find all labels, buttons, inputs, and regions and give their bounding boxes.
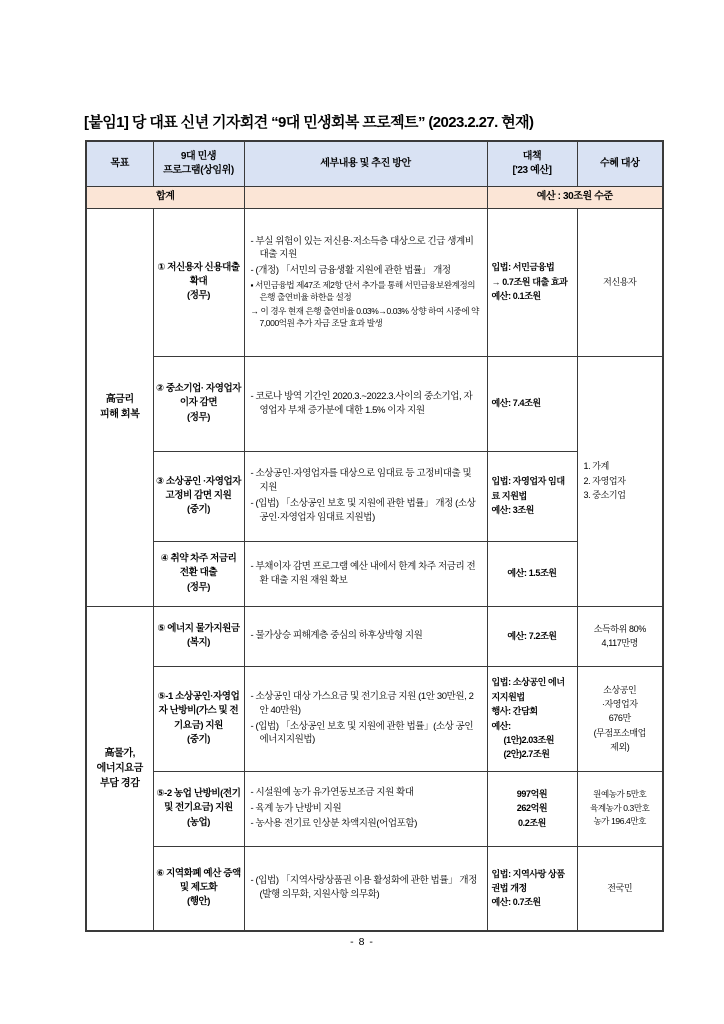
detail-line: - 소상공인 대상 가스요금 및 전기요금 지원 (1안 30만원, 2안 40만원) [250,690,474,716]
header-label: ['23 예산] [512,164,552,176]
header-label: 프로그램(상임위) [163,164,234,176]
total-row [86,186,663,208]
beneficiary-line: 3. 중소기업 [583,490,626,501]
program-cell [153,208,244,356]
measure-line: 예산: 0.1조원 [491,291,541,302]
measure-cell [487,771,577,846]
beneficiary-cell [577,771,663,846]
program-cell [153,846,244,931]
beneficiary-line: ·자영업자 [601,698,638,709]
total-empty-cell [244,186,487,208]
measure-line: 예산: 7.4조원 [491,398,541,409]
measure-line: 예산: 0.7조원 [491,897,541,908]
measure-line: 예산: 7.2조원 [507,630,557,641]
program-org: (농업) [186,816,211,828]
program-name: ② 중소기업· 자영업자 이자 감면 [155,383,242,409]
beneficiary-line: (무점포소매업 [593,727,646,738]
total-label-cell: 합계 [86,186,244,208]
measure-line: (2안)2.7조원 [503,749,550,760]
measure-line: 0.2조원 [518,817,546,828]
table-row [86,846,663,931]
detail-line: - 부채이자 감면 프로그램 예산 내에서 한계 차주 저금리 전환 대출 지원 재원 확보 [250,560,476,586]
table-row [86,451,663,541]
beneficiary-line: 전국민 [607,883,633,894]
measure-cell [487,541,577,606]
beneficiary-line: 원예농가 5만호 [593,789,647,800]
measure-line: 입법: 소상공인 에너지지원법 [491,677,565,702]
program-cell [153,771,244,846]
col-header-program [153,141,244,186]
goal-line: 피해 회복 [100,409,140,420]
table-row [86,606,663,666]
detail-line: - 시설원예 농가 유가연동보조금 지원 확대 [250,786,414,798]
details-cell [244,666,487,771]
program-name: ⑤-1 소상공인·자영업 자 난방비(가스 및 전기요금) 지원 [157,691,240,731]
measure-line: 예산: [491,720,511,731]
col-header-goal [86,141,153,186]
details-cell [244,208,487,356]
beneficiary-line: 소득하위 80% [593,623,646,634]
measure-line: 997억원 [516,788,548,799]
table-header-row [86,141,663,186]
program-name: ① 저신용자 신용대출 확대 [157,261,240,287]
measure-line: 예산: 1.5조원 [507,568,557,579]
program-name: ⑤ 에너지 물가지원금 [157,622,240,634]
measure-cell [487,451,577,541]
detail-line: → 이 경우 현재 은행 출연비율 0.03%→0.03% 상향 하여 시중에 약 7,000억원 추가 자금 조달 효과 발생 [250,305,479,328]
goal-line: 에너지요금 [96,762,143,774]
details-cell [244,846,487,931]
measure-line: 입법: 자영업자 임대료 지원법 [491,476,565,501]
details-cell [244,541,487,606]
program-org: (복지) [186,637,211,648]
table-row [86,666,663,771]
page-title: [붙임1] 당 대표 신년 기자회견 “9대 민생회복 프로젝트” (2023.2.27. 현재) [84,114,534,131]
policy-table [85,140,664,932]
detail-line: - 육계 농가 난방비 지원 [250,802,342,814]
details-cell [244,771,487,846]
header-label: 수혜 대상 [600,158,640,169]
table-row [86,356,663,451]
table-row [86,541,663,606]
measure-line: 예산: 3조원 [491,505,534,516]
table-row [86,771,663,846]
beneficiary-cell [577,208,663,356]
program-org: (중기) [186,733,211,745]
goal-line: 高금리 [105,394,134,405]
measure-cell [487,606,577,666]
program-org: (행안) [186,896,211,908]
beneficiary-cell [577,606,663,666]
header-label: 세부내용 및 추진 방안 [320,158,411,169]
beneficiary-line: 저신용자 [603,276,637,287]
measure-cell [487,208,577,356]
program-cell [153,356,244,451]
measure-line: 입법: 지역사랑 상품권법 개정 [491,868,565,894]
beneficiary-line: 2. 자영업자 [583,475,626,486]
page-number: - 8 - [350,936,374,948]
measure-line: (1안)2.03조원 [503,734,555,745]
detail-line: - 부실 위험이 있는 저신용·저소득층 대상으로 긴급 생계비 대출 지원 [250,235,474,261]
beneficiary-line: 4,117만명 [601,638,638,648]
program-cell [153,666,244,771]
beneficiary-line: 농가 196.4만호 [593,816,646,827]
goal-cell [86,208,153,606]
detail-line: - (입법) 「소상공인 보호 및 지원에 관한 법률」 개정 (소상공인·자영업자 임대료 지원법) [250,498,476,523]
program-org: (정무) [186,411,211,423]
measure-line: → 0.7조원 대출 효과 [491,276,568,287]
program-name: ⑤-2 농업 난방비(전기 및 전기요금) 지원 [156,788,241,814]
header-label: 대책 [522,151,542,163]
col-header-beneficiary [577,141,663,186]
goal-cell [86,606,153,931]
measure-line: 행사: 간담회 [491,706,538,717]
details-cell [244,606,487,666]
measure-line: 262억원 [516,803,548,814]
details-cell [244,451,487,541]
program-cell [153,606,244,666]
total-budget-cell: 예산 : 30조원 수준 [487,186,663,208]
col-header-details [244,141,487,186]
program-cell [153,451,244,541]
measure-cell [487,846,577,931]
program-org: (중기) [186,504,211,516]
col-header-measure [487,141,577,186]
detail-line: - 소상공인·자영업자를 대상으로 임대료 등 고정비대출 및 지원 [250,468,472,494]
program-org: (정무) [186,290,211,302]
beneficiary-line: 소상공인 [603,684,637,695]
beneficiary-cell [577,356,663,606]
header-label: 9대 민생 [180,151,217,163]
goal-line: 부담 경감 [100,777,140,789]
detail-line: - 물가상승 피해계층 중심의 하후상박형 지원 [250,630,423,642]
program-name: ④ 취약 차주 저금리 전환 대출 [160,553,237,579]
beneficiary-cell [577,666,663,771]
table-row [86,208,663,356]
detail-line: - (개정) 「서민의 금융생활 지원에 관한 법률」 개정 [250,265,451,277]
beneficiary-line: 제외) [610,742,630,753]
measure-line: 입법: 서민금융법 [491,262,555,273]
detail-line: - (입법) 「소상공인 보호 및 지원에 관한 법률」(소상 공인 에너지지원법) [250,720,474,746]
detail-line: ▪ 서민금융법 제47조 제2항 단서 추가를 통해 서민금융보완계정의 은행 출연비율 하한을 설정 [250,279,476,302]
beneficiary-cell [577,846,663,931]
beneficiary-line: 1. 가계 [583,461,609,472]
detail-line: - 코로나 방역 기간인 2020.3.~2022.3.사이의 중소기업, 자영업자 부채 증가분에 대한 1.5% 이자 지원 [250,390,473,416]
program-org: (정무) [186,581,211,593]
header-label: 목표 [110,158,130,169]
detail-line: - (입법) 「지역사랑상품권 이용 활성화에 관한 법률」 개정 (발행 의무화, 지원사항 의무화) [250,875,477,901]
measure-cell [487,666,577,771]
details-cell [244,356,487,451]
detail-line: - 농사용 전기료 인상분 차액지원(어업포함) [250,818,417,830]
beneficiary-line: 676만 [608,713,631,724]
program-name: ③ 소상공인 ·자영업자 고정비 감면 지원 [155,475,242,501]
program-name: ⑥ 지역화폐 예산 증액 및 제도화 [156,867,241,894]
beneficiary-line: 육계농가 0.3만호 [590,802,650,813]
measure-cell [487,356,577,451]
goal-line: 高물가, [104,747,135,759]
program-cell [153,541,244,606]
